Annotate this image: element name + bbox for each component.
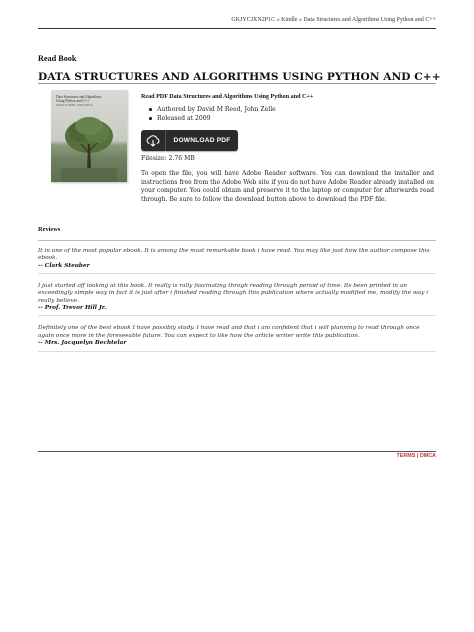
cover-title-line1: Data Structures and Algorithms bbox=[56, 95, 102, 99]
filesize-text: Filesize: 2.76 MB bbox=[141, 155, 195, 162]
breadcrumb: GKJYCJXN2P1C « Kindle « Data Structures and Algorithms Using Python and C++ bbox=[231, 17, 436, 23]
review-divider bbox=[38, 315, 436, 316]
reviews-list bbox=[38, 248, 436, 361]
download-pdf-label: DOWNLOAD PDF bbox=[173, 137, 231, 144]
review-item bbox=[38, 248, 436, 274]
review-item bbox=[38, 325, 436, 351]
cover-authors: DAVID M. REED · JOHN ZELLE bbox=[56, 104, 93, 107]
release-item: Released at 2009 bbox=[157, 114, 434, 123]
terms-link[interactable]: TERMS bbox=[396, 453, 416, 459]
header-divider bbox=[38, 28, 436, 29]
review-text: I just started off looking at this book. It really is rally fascinating throgh reading through period of time. Its been printed in an exceedingly simple way in fact it is just after i finished reading through this publication where actually modified me, modify the way i really believe. bbox=[38, 283, 429, 304]
page-title: DATA STRUCTURES AND ALGORITHMS USING PYTHON AND C++ bbox=[38, 71, 441, 83]
review-text: Definitely one of the best ebook I have possibly study. I have read and that i am confident that i will planning to read through once again once more in the foreseeable future. You can expect to like how the article writer write this publication. bbox=[38, 325, 420, 339]
footer-links bbox=[396, 453, 436, 459]
read-pdf-heading: Read PDF Data Structures and Algorithms Using Python and C++ bbox=[141, 94, 314, 100]
review-divider bbox=[38, 351, 436, 352]
authors-item: Authored by David M Reed, John Zelle bbox=[157, 105, 434, 114]
description-text: To open the file, you will have Adobe Reader software. You can download the installer and instructions free from the Adobe Web site if you do not have Adobe Reader already installed on your computer. You could obtain and preserve it to the laptop or computer for afterwards read through. Be sure to follow the download button above to download the PDF file. bbox=[141, 170, 434, 203]
review-text: It in one of the most popular ebook. It is among the most remarkable book i have read. You may like just how the author compose this ebook. bbox=[38, 248, 430, 262]
cloud-download-icon bbox=[141, 130, 166, 151]
reviews-heading: Reviews bbox=[38, 226, 61, 233]
book-cover-image bbox=[51, 90, 127, 182]
review-divider bbox=[38, 273, 436, 274]
dmca-link[interactable]: DMCA bbox=[419, 453, 436, 459]
book-details bbox=[141, 94, 434, 123]
review-item bbox=[38, 283, 436, 316]
review-author: -- Prof. Trevor Hill Jr. bbox=[38, 304, 107, 311]
footer-separator: | bbox=[416, 453, 419, 459]
book-meta-list bbox=[141, 105, 434, 123]
cover-title bbox=[56, 95, 101, 103]
review-author: -- Clark Steuber bbox=[38, 262, 90, 269]
title-divider bbox=[38, 83, 436, 84]
download-pdf-button[interactable] bbox=[141, 130, 238, 151]
read-book-label: Read Book bbox=[38, 54, 77, 63]
review-author: -- Mrs. Jacquelyn Bechtelar bbox=[38, 340, 127, 347]
reviews-divider bbox=[38, 240, 436, 241]
footer-divider bbox=[38, 451, 436, 452]
tree-illustration bbox=[61, 108, 117, 182]
cover-title-line2: Using Python and C++ bbox=[56, 99, 90, 104]
